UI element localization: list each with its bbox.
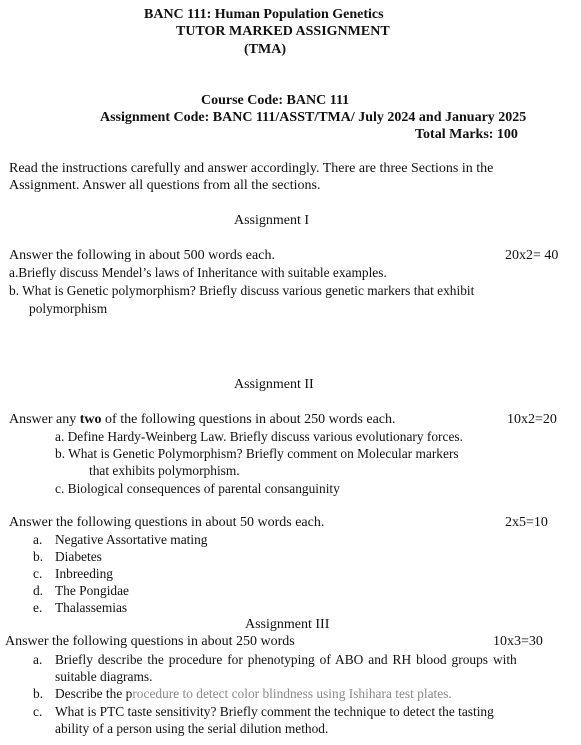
assignment-1-question-a: a.Briefly discuss Mendel’s laws of Inheritance with suitable examples. [9, 265, 387, 280]
short-item-c [33, 567, 113, 580]
tma-abbrev: (TMA) [244, 42, 286, 57]
course-code: Course Code: BANC 111 [201, 93, 350, 108]
assignment-2-question-c: c. Biological consequences of parental consanguinity [55, 481, 340, 496]
directive-emphasis: two [79, 412, 102, 427]
assignment-3-question-c-cont: ability of a person using the serial dilution method. [55, 721, 329, 736]
short-item-e [33, 601, 127, 614]
list-item-text: Diabetes [55, 549, 102, 564]
assignment-1-marks: 20x2= 40 [505, 248, 559, 263]
tma-title: TUTOR MARKED ASSIGNMENT [176, 24, 390, 39]
assignment-code: Assignment Code: BANC 111/ASST/TMA/ July 2024 and January 2025 [100, 110, 527, 125]
assignment-3-marks: 10x3=30 [493, 634, 543, 649]
list-item-text: Negative Assortative mating [55, 532, 208, 547]
assignment-1-heading: Assignment I [234, 213, 310, 228]
assignment-3-question-a: Briefly describe the procedure for phenotyping of ABO and RH blood groups with [55, 652, 517, 667]
assignment-1-directive: Answer the following in about 500 words each. [9, 248, 275, 263]
instructions-line-1: Read the instructions carefully and answer accordingly. There are three Sections in the [9, 161, 494, 176]
list-marker: e. [33, 600, 43, 615]
list-item-text: The Pongidae [55, 583, 130, 598]
course-title: BANC 111: Human Population Genetics [144, 7, 384, 22]
question-b-faded-text: rocedure to detect color blindness using Ishihara test plates. [132, 686, 452, 701]
assignment-2-question-b: b. What is Genetic Polymorphism? Briefly comment on Molecular markers [55, 446, 459, 461]
assignment-1-question-b: b. What is Genetic polymorphism? Briefly discuss various genetic markers that exhibit [9, 283, 475, 298]
assignment-1-question-b-cont: polymorphism [29, 301, 108, 316]
short-item-b [33, 550, 102, 563]
short-item-a [33, 533, 207, 546]
directive-suffix: of the following questions in about 250 words each. [101, 412, 396, 427]
assignment-3-heading: Assignment III [245, 617, 330, 632]
directive-prefix: Answer any [9, 412, 80, 427]
list-item-text: Thalassemias [55, 600, 128, 615]
assignment-3-question-b-marker: b. [33, 686, 44, 701]
question-b-dark-text: Describe the p [55, 686, 133, 701]
assignment-2-marks: 10x2=20 [507, 412, 557, 427]
assignment-2-directive [9, 413, 396, 427]
assignment-2-short-directive: Answer the following questions in about 50 words each. [9, 515, 325, 530]
assignment-2-short-marks: 2x5=10 [505, 515, 548, 530]
list-marker: b. [33, 549, 44, 564]
assignment-3-question-a-marker: a. [33, 652, 43, 667]
assignment-3-question-c: What is PTC taste sensitivity? Briefly comment the technique to detect the tasting [55, 704, 494, 719]
total-marks: Total Marks: 100 [415, 127, 518, 142]
list-marker: a. [33, 532, 43, 547]
list-item-text: Inbreeding [55, 566, 114, 581]
assignment-3-question-a-cont: suitable diagrams. [55, 669, 153, 684]
assignment-2-heading: Assignment II [234, 377, 314, 392]
list-marker: d. [33, 583, 44, 598]
assignment-3-question-c-marker: c. [33, 704, 43, 719]
assignment-2-question-a: a. Define Hardy-Weinberg Law. Briefly discuss various evolutionary forces. [55, 429, 463, 444]
list-marker: c. [33, 566, 43, 581]
assignment-2-question-b-cont: that exhibits polymorphism. [89, 463, 240, 478]
assignment-3-directive: Answer the following questions in about 250 words [5, 634, 295, 649]
short-item-d [33, 584, 129, 597]
instructions-line-2: Assignment. Answer all questions from all the sections. [9, 178, 321, 193]
assignment-3-question-b [55, 687, 452, 700]
